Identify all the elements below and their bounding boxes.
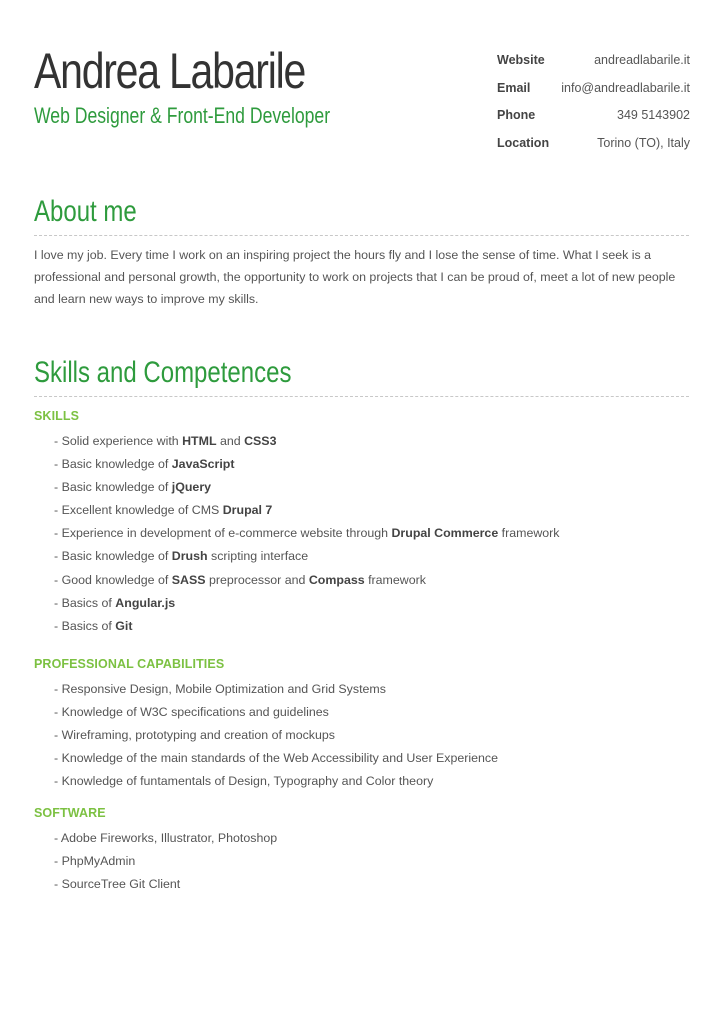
person-name: Andrea Labarile (34, 43, 306, 99)
phone-value: 349 5143902 (617, 108, 690, 123)
contact-label: Email (497, 80, 531, 95)
software-heading: SOFTWARE (34, 806, 106, 820)
list-item: - Experience in development of e-commerce website through Drupal Commerce framework (54, 526, 560, 541)
list-item: - Excellent knowledge of CMS Drupal 7 (54, 503, 273, 518)
list-item: - Solid experience with HTML and CSS3 (54, 434, 277, 448)
software-list (54, 827, 277, 896)
list-item: - SourceTree Git Client (54, 877, 181, 892)
contact-label: Location (497, 135, 550, 150)
job-title: Web Designer & Front-End Developer (34, 103, 331, 128)
list-item: - Responsive Design, Mobile Optimization and Grid Systems (54, 682, 386, 696)
list-item: - Basics of Git (54, 618, 133, 633)
list-item: - PhpMyAdmin (54, 854, 136, 869)
location-value: Torino (TO), Italy (597, 135, 690, 150)
contact-phone (497, 101, 690, 129)
list-item: - Knowledge of the main standards of the Web Accessibility and User Experience (54, 751, 499, 766)
list-item: - Knowledge of W3C specifications and guidelines (54, 705, 329, 720)
website-link[interactable]: andreadlabarile.it (594, 52, 690, 67)
section-divider (34, 235, 689, 236)
skills-heading: SKILLS (34, 409, 80, 423)
contact-label: Website (497, 52, 545, 67)
section-divider (34, 396, 689, 397)
skills-title: Skills and Competences (34, 356, 292, 389)
contact-email (497, 74, 690, 102)
list-item: - Basic knowledge of Drush scripting interface (54, 549, 309, 564)
list-item: - Knowledge of funtamentals of Design, Typography and Color theory (54, 774, 434, 789)
email-link[interactable]: info@andreadlabarile.it (561, 80, 690, 95)
list-item: - Good knowledge of SASS preprocessor and Compass framework (54, 572, 426, 587)
skills-list (54, 430, 560, 638)
capabilities-list (54, 678, 498, 793)
list-item: - Adobe Fireworks, Illustrator, Photoshop (54, 831, 278, 845)
contact-location (497, 129, 690, 157)
about-title: About me (34, 195, 137, 228)
about-text: I love my job. Every time I work on an inspiring project the hours fly and I lose the sense of time. What I seek is a professional and personal growth, the opportunity to work on projects that I can be proud of, meet a lot of new people and learn new ways to improve my skills. (34, 248, 676, 306)
list-item: - Wireframing, prototyping and creation of mockups (54, 728, 335, 743)
list-item: - Basics of Angular.js (54, 595, 176, 610)
contact-info (497, 46, 690, 157)
capabilities-heading: PROFESSIONAL CAPABILITIES (34, 657, 225, 671)
contact-label: Phone (497, 108, 536, 123)
contact-website (497, 46, 690, 74)
list-item: - Basic knowledge of JavaScript (54, 457, 235, 472)
list-item: - Basic knowledge of jQuery (54, 480, 212, 495)
